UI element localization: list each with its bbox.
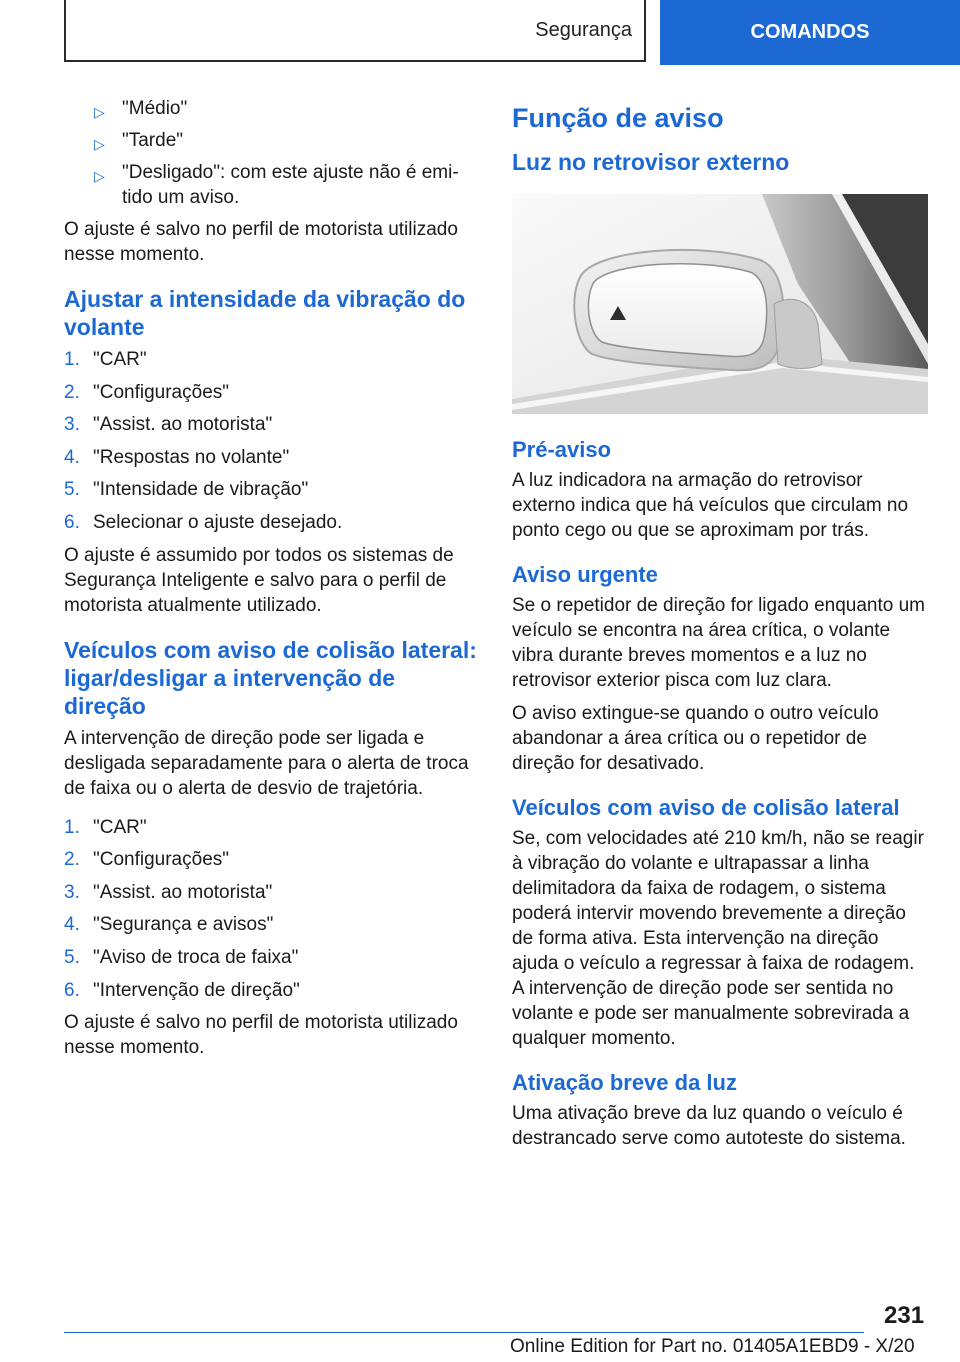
header-section-title: Segurança xyxy=(535,18,632,41)
heading-mirror-light: Luz no retrovisor externo xyxy=(512,149,790,175)
option-list xyxy=(64,96,478,210)
list-item: ▷ "Médio" xyxy=(64,96,478,121)
triangle-bullet-icon: ▷ xyxy=(94,168,105,184)
list-item: 2. "Configurações" xyxy=(64,849,230,871)
heading-urgent-warning: Aviso urgente xyxy=(512,562,658,587)
list-item: 4. "Segurança e avisos" xyxy=(64,914,274,936)
paragraph: O ajuste é salvo no perfil de motorista utilizado nesse momento. xyxy=(64,1012,458,1059)
list-item: 1. "CAR" xyxy=(64,816,147,838)
list-item: 4. "Respostas no volante" xyxy=(64,446,290,468)
list-item: 3. "Assist. ao motorista" xyxy=(64,881,273,903)
paragraph: A luz indicadora na armação do retrovisor externo indica que há veículos que circulam no ponto cego ou que se aproximam por trás. xyxy=(512,470,909,541)
left-column xyxy=(64,96,478,1060)
steps-list-lateral xyxy=(64,815,478,1003)
footer-edition: Online Edition for Part no. 01405A1EBD9 - X/20 xyxy=(510,1336,915,1357)
steps-list-vibration xyxy=(64,347,478,535)
paragraph: Se, com velocidades até 210 km/h, não se reagir à vibração do volante e ultrapassar a linha delimitadora da faixa de rodagem, o sistema poderá intervir movendo brevemente a direção de forma ativa. Esta intervenção na direção ajuda o veículo a regressar à faixa de rodagem. A intervenção de direção pode ser sentida no volante e pode ser manualmente sobrevirada a qualquer momento. xyxy=(512,828,924,1049)
list-item: 1. "CAR" xyxy=(64,349,147,370)
heading-pre-warning: Pré-aviso xyxy=(512,437,612,462)
list-item: 2. "Configurações" xyxy=(64,381,230,403)
triangle-bullet-icon: ▷ xyxy=(94,104,105,120)
page-number: 231 xyxy=(884,1302,925,1329)
side-mirror-image xyxy=(512,194,928,414)
header-section-box xyxy=(64,0,646,62)
list-item: 5. "Intensidade de vibração" xyxy=(64,479,309,501)
paragraph: O ajuste é assumido por todos os sistemas de Segurança Inteligente e salvo para o perfil de motorista atualmente utilizado. xyxy=(64,544,454,616)
header-chapter-tab xyxy=(660,0,960,65)
paragraph: Se o repetidor de direção for ligado enquanto um veículo se encontra na área crítica, o volante vibra durante breves momentos e a luz no retrovisor exterior pisca com luz clara. xyxy=(512,595,925,691)
heading-side-collision: Veículos com aviso de colisão lateral xyxy=(512,795,900,820)
list-item: 3. "Assist. ao motorista" xyxy=(64,414,273,436)
paragraph: Uma ativação breve da luz quando o veículo é destrancado serve como autoteste do sistema. xyxy=(512,1103,906,1149)
list-item: ▷ "Tarde" xyxy=(64,128,478,153)
triangle-bullet-icon: ▷ xyxy=(94,136,105,152)
list-item: ▷ "Desligado": com este ajuste não é emi- tido um aviso. xyxy=(94,162,459,208)
paragraph: O ajuste é salvo no perfil de motorista utilizado nesse momento. xyxy=(64,219,458,265)
paragraph: O aviso extingue-se quando o outro veículo abandonar a área crítica ou o repetidor de direção for desativado. xyxy=(512,703,879,774)
list-item: 6. Selecionar o ajuste desejado. xyxy=(64,511,343,533)
list-item: 6. "Intervenção de direção" xyxy=(64,979,300,1001)
heading-vibration: Ajustar a intensidade da vibração do volante xyxy=(64,286,466,340)
right-column xyxy=(512,96,930,1151)
mirror-illustration xyxy=(512,194,928,414)
heading-brief-light: Ativação breve da luz xyxy=(512,1070,737,1095)
heading-lateral-collision: Veículos com aviso de colisão lateral: ligar/desligar a intervenção de direção xyxy=(64,636,477,719)
list-item: 5. "Aviso de troca de faixa" xyxy=(64,946,299,968)
heading-warning-function: Função de aviso xyxy=(512,103,724,133)
footer-divider xyxy=(64,1332,864,1333)
header-chapter-title: COMANDOS xyxy=(750,21,870,43)
paragraph: A intervenção de direção pode ser ligada e desligada separadamente para o alerta de troca de faixa ou o alerta de desvio de trajetória. xyxy=(64,727,469,799)
